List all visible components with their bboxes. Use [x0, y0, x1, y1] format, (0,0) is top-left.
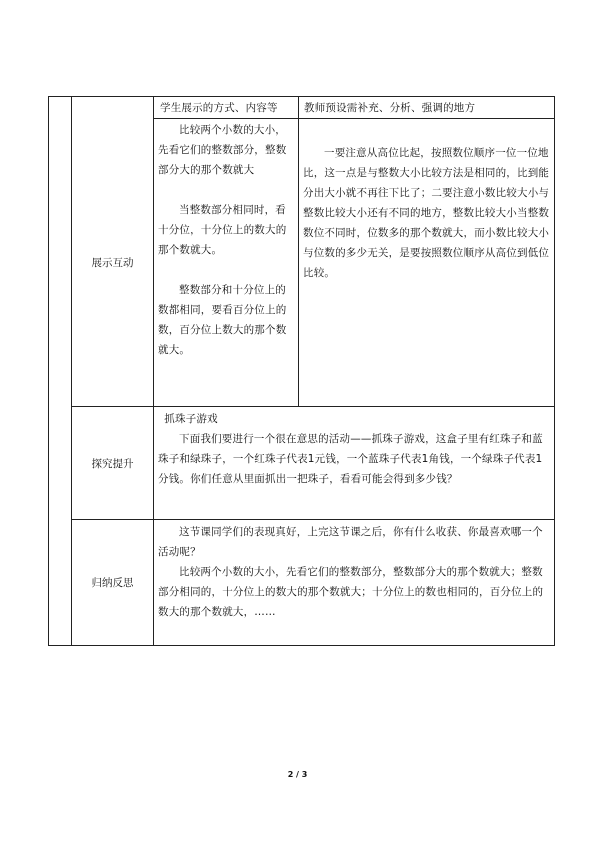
summary-conclusion: 比较两个小数的大小，先看它们的整数部分，整数部分大的那个数就大；整数部分相同的，十分位上的数大的那个数就大；十分位上的数也相同的，百分位上的数大的那个数就大，……: [158, 566, 544, 618]
teacher-content: [303, 143, 550, 283]
column-divider-b: [153, 96, 154, 646]
table-border-right: [554, 96, 555, 646]
table-border-bottom: [48, 645, 554, 646]
summary-content: [158, 522, 550, 622]
stage-label-display: 展示互动: [91, 257, 134, 269]
stage-label-explore: 探究提升: [91, 457, 134, 470]
teacher-note: 一要注意从高位比起，按照数位顺序一位一位地比，这一点是与整数大小比较方法是相同的，比到能分出大小就不再往下比了；二要注意小数比较大小与整数比较大小还有不同的地方，整数比较大小当整数数位不同时，位数多的那个数就大，而小数比较大小与位数的多少无关，是要按照数位顺序从高位到低位比较。: [303, 147, 550, 279]
summary-question: 这节课同学们的表现真好，上完这节课之后，你有什么收获、你最喜欢哪一个活动呢？: [158, 526, 543, 558]
stage-label-summary: 归纳反思: [91, 577, 134, 589]
header-divider: [153, 118, 554, 119]
student-point-2: 当整数部分相同时，看十分位，十分位上的数大的那个数就大。: [158, 204, 287, 256]
explore-description: 下面我们要进行一个很在意思的活动——抓珠子游戏，这盒子里有红珠子和蓝珠子和绿珠子，一个红珠子代表1元钱，一个蓝珠子代表1角钱，一个绿珠子代表1分钱。你们任意从里面抓出一把珠子，看看可能会得到多少钱？: [158, 433, 543, 485]
header-teacher-column: 教师预设需补充、分析、强调的地方: [304, 102, 476, 114]
student-point-1: 比较两个小数的大小，先看它们的整数部分，整数部分大的那个数就大: [158, 124, 287, 176]
explore-content: [158, 409, 550, 489]
table-border-left: [48, 96, 49, 646]
column-divider-c: [298, 96, 299, 407]
student-point-3: 整数部分和十分位上的数都相同，要看百分位上的数，百分位上数大的那个数就大。: [158, 284, 287, 356]
explore-title: 抓珠子游戏: [164, 413, 218, 425]
page-number: 2 / 3: [287, 770, 308, 779]
header-student-column: 学生展示的方式、内容等: [160, 102, 278, 114]
student-content: [158, 120, 295, 360]
table-border-top: [48, 96, 554, 97]
